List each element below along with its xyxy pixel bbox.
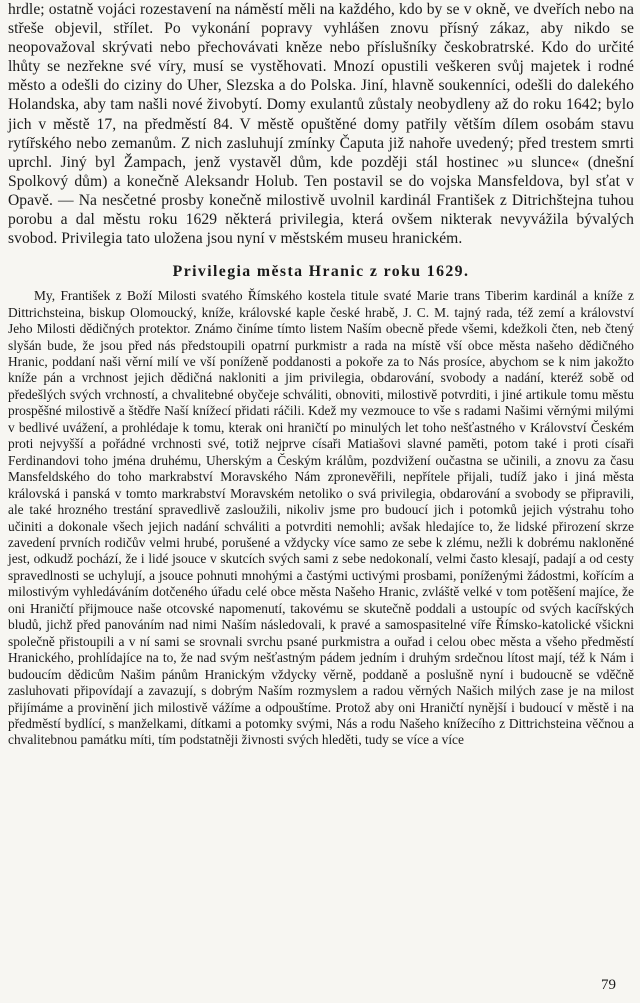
intro-paragraph: hrdle; ostatně vojáci rozestavení na náměstí měli na každého, kdo by se v okně, ve dveřích nebo na střeše objevil, střílet. Po vykonání popravy vyhlášen znovu přísný zákaz, aby nikdo se neopovažoval skrývati nebo přechovávati kněze nebo příslušníky českobratrské. Kdo do určité lhůty se nezřekne své víry, musí se vystěhovati. Mnozí opustili veškeren svůj majetek i rodné město a odešli do ciziny do Uher, Slezska a do Polska. Jiní, hlavně soukenníci, odešli do dalekého Holandska, aby tam našli nové živobytí. Domy exulantů zůstaly neobydleny až do roku 1642; bylo jich v městě 17, na předměstí 84. V městě opuštěné domy patřily větším dílem osobám stavu rytířského nebo zemanům. Z nich zasluhují zmínky Čaputa již nahoře uvedený; před trestem smrti uprchl. Jiný byl Žampach, jenž vystavěl dům, kde později stál hostinec »u slunce« (dnešní Spolkový dům) a konečně Aleksandr Holub. Ten postavil se do vojska Mansfeldova, byl sťat v Opavě. — Na nesčetné prosby konečně milostivě uvolnil kardinál František z Ditrichštejna tuhou porobu a dal městu roku 1629 některá privilegia, která ovšem nikterak nevyvážila bývalých svobod. Privilegia tato uložena jsou nyní v městském museu hranickém. — [8, 1, 634, 248]
charter-text: My, František z Boží Milosti svatého Římského kostela titule svaté Marie trans Tiberim kardinál a kníže z Dittrichsteina, biskup Olomoucký, kníže, královské kaple české hrabě, J. C. M. tajný rada, též zemí a království Jeho Milosti dědičných protektor. Známo činíme tímto listem Naším obecně přede všemi, kdežkoli čten, neb čtený slyšán bude, že jsou před nás předstoupili opatrní purkmistr a rada na místě vší obce města našeho dědičného Hranic, poddaní naši věrní milí ve vší poníženě poddanosti a pokoře za to Nás prosíce, abychom se k nim jakožto kníže pán a vrchnost jejich dědičná nakloniti a jim privilegia, obdarování, svobody a nadání, kteréž sobě od předešlých svých vrchností, a chvalitebné obyčeje schváliti, obnoviti, milostivě potvrditi, i jiné artikule tomu městu prospěšné milostivě a štědře Naší knížecí přidati ráčili. Kdež my vezmouce to vše s radami Našimi věrnými milými v bedlivé uvážení, a prohlédaje k tomu, kterak oni hraničtí po minulých let toho nešťastného v Království Českém proti nejvyšší a pořádné vrchnosti své, totiž nejprve císaři Matiašovi slavné paměti, potom také i proti císaři Ferdinandovi toho jména druhému, Uherským a Českým králům, pozdvižení oučastna se učinili, a znovu za času Mansfeldského do toho markrabství Moravského Nám zpronevěřili, nepřítele přijali, tudíž jako i jiná města královská i panská v tomto markrabství Moravském netoliko o svá privilegia, obdarování a svobody se připravili, ale také hrozného trestání spravedlivě zasloužili, nikoliv jsme pro budoucí jich i potomků jejich výstrahu toho učiniti a dokonale všech jejich nadání schváliti a potvrditi nemohli; avšak hledajíce to, že lidské přirození skrze zavedení prvních rodičův velmi hrubé, porušené a vždycky více samo ze sebe k zlému, nežli k dobrému nakloněné jest, odkudž pochází, že i lidé jsouce v skutcích svých sami z sebe nedokonalí, velmi často klesají, padají a od cesty spravedlnosti se uchylují, a jsouce pohnuti mnohými a častými uctivými prosbami, poníženými žádostmi, kořícím a milostivým vyhledáváním dotčeného úřadu celé obce města Našeho Hranic, zvláště velké v tom potěšení majíce, že oni Hraničtí přijmouce naše otcovské napomenutí, takovému se skutečně poddali a ustoupíc od svých kacířských bludů, jichž před panováním nad nimi Naším následovali, k pravé a samospasitelné víře Římsko-katolické všickni společně přistoupili a v ní sami se srovnali svrchu psané purkmistra a ouřad i celou obec města a všeho předměstí Hranického, prohlídajíce na to, že nad svým nešťastným pádem jedním i druhým srdečnou lítost mají, též k Nám i budoucím dědicům Našim pánům Hranickým vždycky věrně, poddaně a poslušně nyní i budoucně se vděčně zasluhovati připovídají a zavazují, s dobrým Naším rozmyslem a radou věrných Našich milých zase je na milost přijímáme a provinění jich milostivě vážíme a odpouštíme. Protož aby oni Hraničtí nynější i budoucí v městě i na předměstí bydlící, s manželkami, dítkami a potomky svými, Nás a rodu Našeho knížecího z Dittrichsteina věčnou a chvalitebnou památku míti, tím podstatněji živnosti svých hleděti, tudy se více a více — [8, 288, 634, 748]
page-number: 79 — [601, 977, 616, 993]
section-title: Privilegia města Hranic z roku 1629. — [172, 263, 470, 281]
